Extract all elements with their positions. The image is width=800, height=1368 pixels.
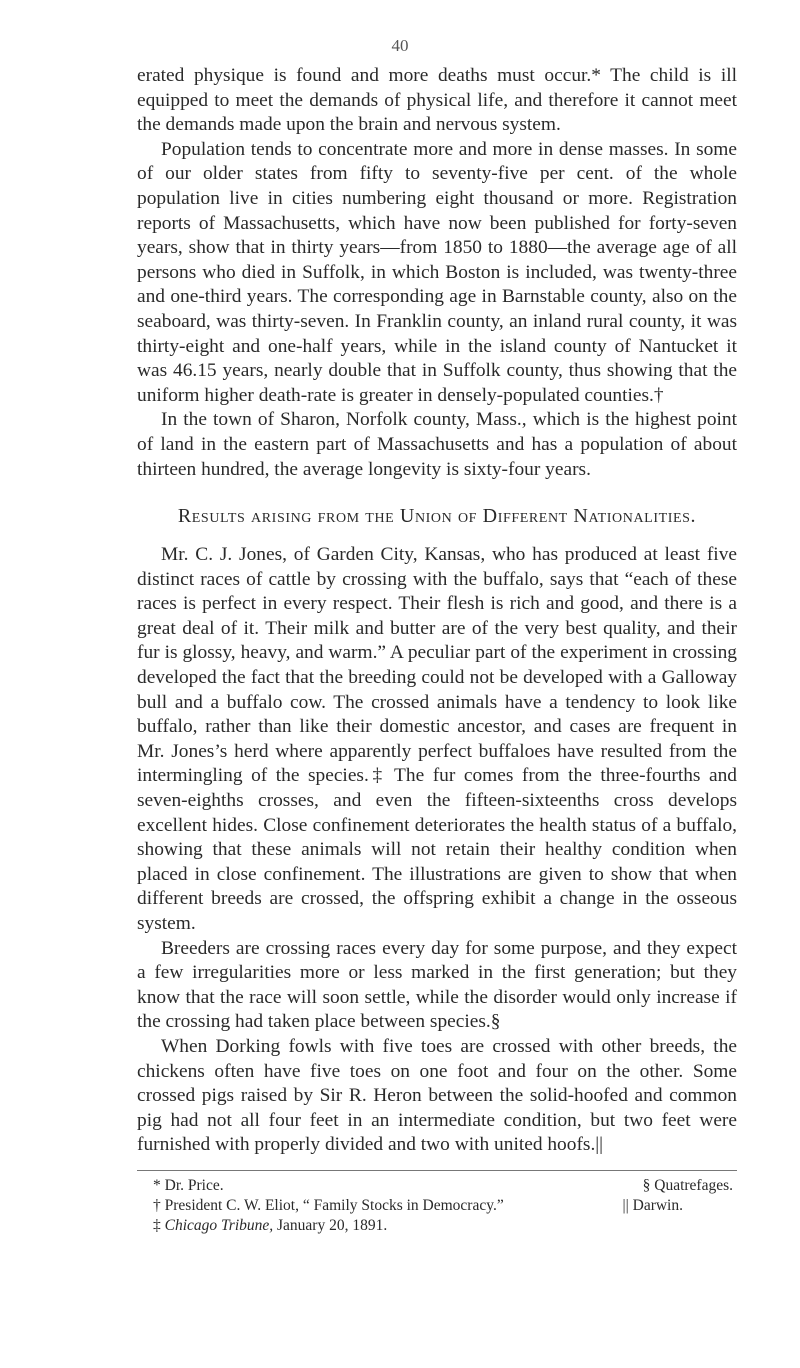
paragraph: Population tends to concentrate more and more in dense masses. In some of our older states from fifty to seventy-five per cent. of the whole population live in cities numbering eight thousand or more. Registration reports of Massachusetts, which have now been published for forty-seven years, show that in thirty years—from 1850 to 1880—the average age of all persons who died in Suffolk, in which Boston is included, was twenty-three and one-third years. The corresponding age in Barnstable county, also on the seaboard, was thirty-seven. In Franklin county, an inland rural county, it was thirty-eight and one-half years, while in the island county of Nantucket it was 46.15 years, nearly double that in Suffolk county, thus showing that the uniform higher death-rate is greater in densely-populated counties.† (137, 138, 737, 406)
footnote-price: * Dr. Price. (153, 1177, 224, 1194)
paragraph: In the town of Sharon, Norfolk county, Mass., which is the highest point of land in the eastern part of Massachusetts and has a population of about thirteen hundred, the average longevity is sixty-four years. (137, 409, 737, 480)
footnotes (137, 1176, 737, 1236)
footnote-row (137, 1176, 737, 1196)
section-heading: Results arising from the Union of Different Nationalities. (177, 505, 697, 528)
footnote-darwin: || Darwin. (622, 1197, 683, 1214)
paragraph: Breeders are crossing races every day for some purpose, and they expect a few irregularities more or less marked in the first generation; but they know that the race will soon settle, while the disorder would only increase if the crossing had taken place between species.§ (137, 937, 737, 1033)
footnote-eliot: † President C. W. Eliot, “ Family Stocks in Democracy.” (153, 1197, 504, 1214)
page-number: 40 (391, 36, 409, 55)
body-text (137, 64, 737, 1158)
footnote-row (137, 1196, 737, 1216)
footnote-chicago-tribune (137, 1216, 387, 1236)
footnote-publication: Chicago Tribune, (164, 1217, 274, 1234)
footnote-date: January 20, 1891. (273, 1217, 388, 1234)
footnote-divider (137, 1170, 737, 1171)
footnote-marker: ‡ (153, 1217, 165, 1234)
paragraph: erated physique is found and more deaths must occur.* The child is ill equipped to meet the demands of physical life, and therefore it cannot meet the demands made upon the brain and nervous system. (137, 65, 737, 136)
paragraph: Mr. C. J. Jones, of Garden City, Kansas, who has produced at least five distinct races of cattle by crossing with the buffalo, says that “each of these races is perfect in every respect. Their flesh is rich and good, and there is a great deal of it. Their milk and butter are of the very best quality, and their fur is glossy, heavy, and warm.” A peculiar part of the experiment in crossing developed the fact that the breeding could not be developed with a Galloway bull and a buffalo cow. The crossed animals have a tendency to look like buffalo, rather than like their domestic ancestor, and cases are frequent in Mr. Jones’s herd where apparently perfect buffaloes have resulted from the intermingling of the species.‡ The fur comes from the three-fourths and seven-eighths crosses, and even the fifteen-sixteenths cross develops excellent hides. Close confinement deteriorates the health status of a buffalo, showing that these animals will not retain their healthy condition when placed in close confinement. The illustrations are given to show that when different breeds are crossed, the offspring exhibit a change in the osseous system. (137, 544, 737, 934)
footnote-quatrefages: § Quatrefages. (642, 1177, 733, 1194)
paragraph: When Dorking fowls with five toes are crossed with other breeds, the chickens often have five toes on one foot and four on the other. Some crossed pigs raised by Sir R. Heron between the solid-hoofed and common pig had not all four feet in an intermediate condition, but two feet were furnished with properly divided and two with united hoofs.|| (137, 1035, 737, 1156)
footnote-row (137, 1216, 737, 1236)
